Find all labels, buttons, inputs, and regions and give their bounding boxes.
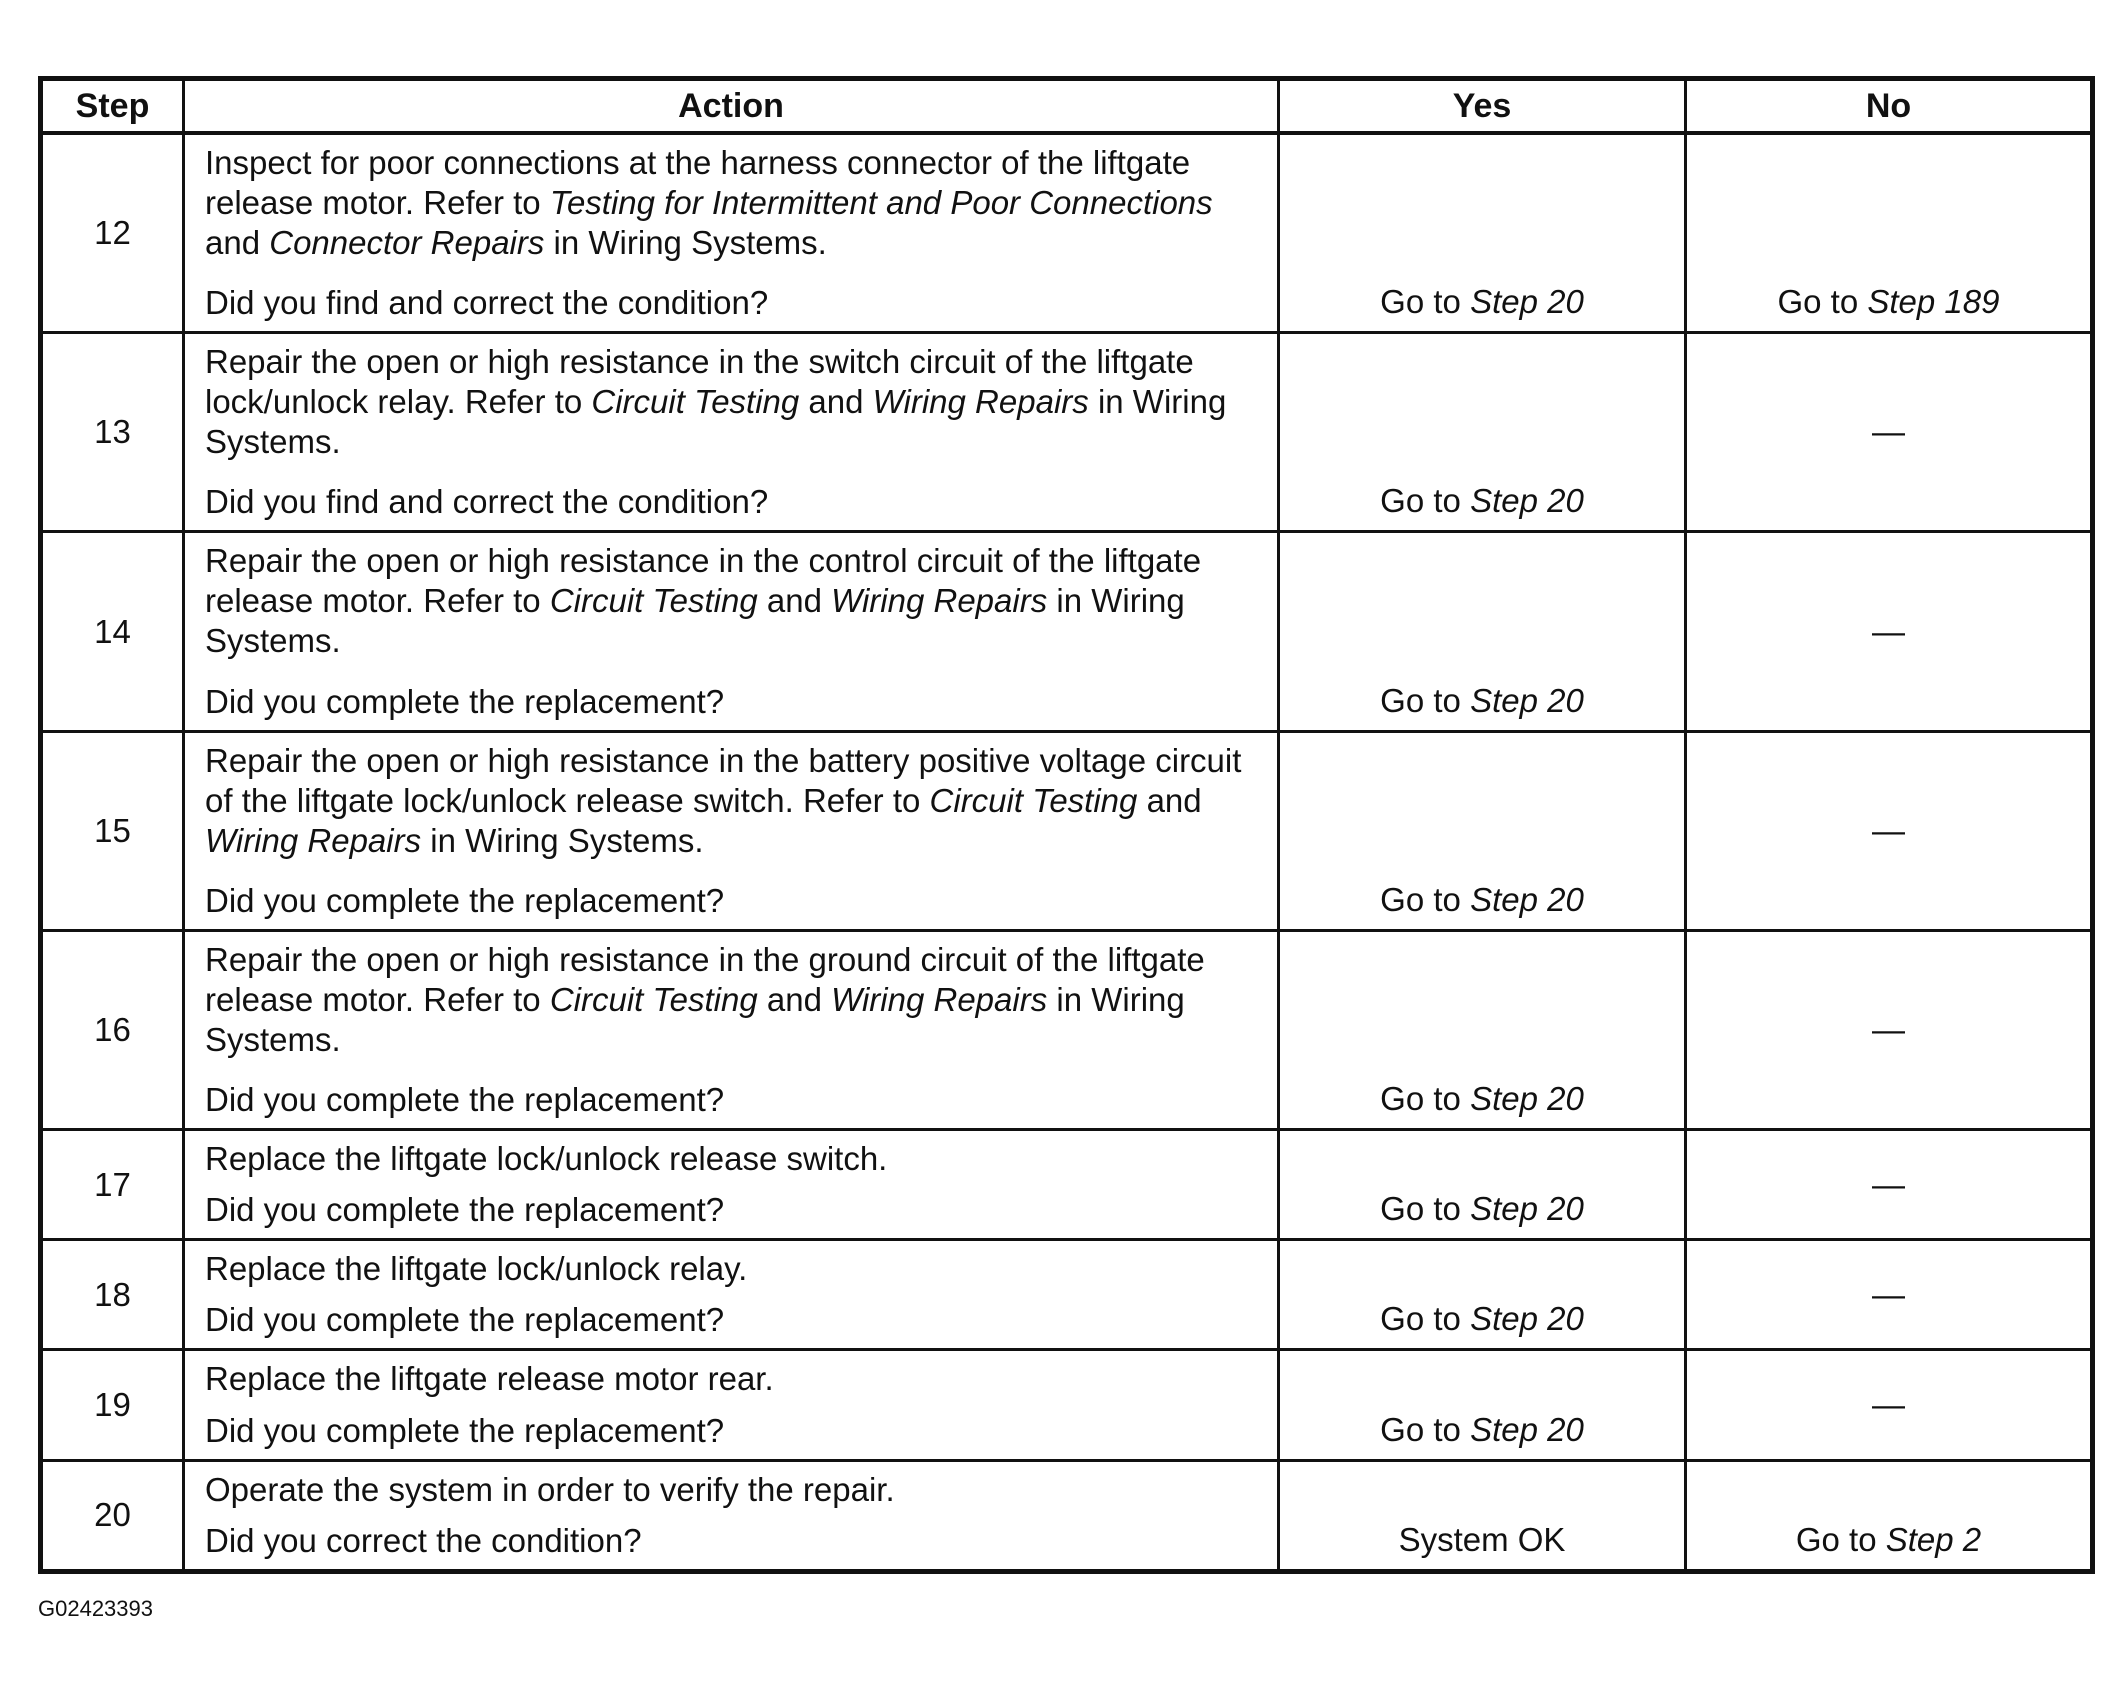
table-row bbox=[41, 1130, 2093, 1240]
instruction-italic-ref: Connector Repairs bbox=[269, 224, 545, 261]
no-text: — bbox=[1872, 1275, 1905, 1313]
header-no: No bbox=[1686, 79, 2093, 134]
yes-text: Go to bbox=[1380, 1190, 1471, 1228]
no-result bbox=[1686, 1130, 2093, 1240]
no-text: — bbox=[1872, 1386, 1905, 1424]
action-instruction bbox=[205, 1139, 1265, 1179]
action-instruction bbox=[205, 1249, 1265, 1289]
action-content bbox=[205, 533, 1265, 729]
action-question: Did you complete the replacement? bbox=[205, 1301, 725, 1339]
yes-italic-ref: Step 20 bbox=[1470, 880, 1584, 918]
action-content bbox=[205, 1351, 1265, 1458]
yes-result bbox=[1279, 1130, 1686, 1240]
instruction-italic-ref: Circuit Testing bbox=[549, 980, 758, 1018]
table-row bbox=[41, 1460, 2093, 1571]
no-result bbox=[1686, 1240, 2093, 1350]
no-text: — bbox=[1872, 413, 1905, 451]
yes-result bbox=[1279, 731, 1686, 930]
step-number: 17 bbox=[41, 1130, 184, 1240]
table-row bbox=[41, 532, 2093, 731]
instruction-text: in Wiring Systems. bbox=[205, 980, 1185, 1058]
no-result bbox=[1686, 532, 2093, 731]
action-content bbox=[205, 334, 1265, 530]
action-question: Did you complete the replacement? bbox=[205, 1411, 725, 1449]
instruction-text: and bbox=[1137, 781, 1202, 819]
no-text: — bbox=[1872, 612, 1905, 650]
action-cell bbox=[184, 133, 1279, 333]
action-instruction bbox=[205, 1470, 1265, 1510]
action-question: Did you complete the replacement? bbox=[205, 682, 725, 720]
action-instruction bbox=[205, 541, 1265, 661]
instruction-italic-ref: Wiring Repairs bbox=[872, 383, 1089, 421]
no-text: Go to bbox=[1795, 1521, 1886, 1558]
no-result bbox=[1686, 1350, 2093, 1460]
yes-text: Go to bbox=[1380, 1080, 1471, 1118]
action-question: Did you complete the replacement? bbox=[205, 881, 725, 919]
yes-result bbox=[1279, 930, 1686, 1129]
table-row bbox=[41, 1240, 2093, 1350]
action-content bbox=[205, 733, 1265, 929]
yes-italic-ref: Step 20 bbox=[1470, 1410, 1584, 1448]
yes-italic-ref: Step 20 bbox=[1470, 1190, 1584, 1228]
table-row bbox=[41, 930, 2093, 1129]
instruction-text: in Wiring Systems. bbox=[205, 383, 1227, 461]
instruction-italic-ref: Testing for Intermittent and Poor Connections bbox=[549, 184, 1213, 221]
instruction-text: Repair the open or high resistance in the battery positive voltage circuit of the liftgate lock/unlock release switch. Refer to bbox=[205, 741, 1242, 819]
step-number: 18 bbox=[41, 1240, 184, 1350]
instruction-text: Repair the open or high resistance in the control circuit of the liftgate release motor. Refer to bbox=[205, 542, 1202, 620]
yes-text: Go to bbox=[1380, 681, 1471, 719]
action-cell bbox=[184, 1350, 1279, 1460]
action-instruction bbox=[205, 143, 1265, 263]
action-content bbox=[205, 932, 1265, 1128]
instruction-italic-ref: Wiring Repairs bbox=[831, 980, 1048, 1018]
instruction-text: Repair the open or high resistance in the ground circuit of the liftgate release motor. Refer to bbox=[205, 940, 1205, 1018]
instruction-text: and bbox=[799, 383, 873, 421]
action-cell bbox=[184, 333, 1279, 532]
no-text: Go to bbox=[1777, 283, 1868, 321]
yes-text: System OK bbox=[1398, 1521, 1566, 1558]
no-result bbox=[1686, 1460, 2093, 1571]
yes-italic-ref: Step 20 bbox=[1470, 482, 1584, 520]
instruction-text: and bbox=[757, 980, 832, 1018]
action-question: Did you correct the condition? bbox=[205, 1522, 642, 1559]
action-cell bbox=[184, 930, 1279, 1129]
instruction-italic-ref: Circuit Testing bbox=[591, 383, 800, 421]
yes-result bbox=[1279, 133, 1686, 333]
figure-id: G02423393 bbox=[38, 1596, 153, 1621]
instruction-text: Repair the open or high resistance in the switch circuit of the liftgate lock/unlock relay. Refer to bbox=[205, 343, 1194, 421]
action-content bbox=[205, 1131, 1265, 1238]
action-cell bbox=[184, 1460, 1279, 1571]
yes-italic-ref: Step 20 bbox=[1470, 1300, 1584, 1338]
no-text: — bbox=[1872, 1011, 1905, 1049]
yes-result bbox=[1279, 1460, 1686, 1571]
yes-text: Go to bbox=[1380, 1300, 1471, 1338]
action-question: Did you find and correct the condition? bbox=[205, 483, 769, 521]
action-content bbox=[205, 1241, 1265, 1348]
diagnostic-table bbox=[38, 76, 2095, 1574]
yes-italic-ref: Step 20 bbox=[1470, 1080, 1584, 1118]
action-cell bbox=[184, 1240, 1279, 1350]
no-result bbox=[1686, 333, 2093, 532]
instruction-text: Replace the liftgate release motor rear. bbox=[205, 1360, 774, 1398]
no-result bbox=[1686, 930, 2093, 1129]
step-number: 15 bbox=[41, 731, 184, 930]
instruction-text: in Wiring Systems. bbox=[205, 582, 1185, 660]
action-question: Did you complete the replacement? bbox=[205, 1191, 725, 1229]
table-row bbox=[41, 133, 2093, 333]
step-number: 12 bbox=[41, 133, 184, 333]
yes-text: Go to bbox=[1380, 283, 1471, 321]
yes-result bbox=[1279, 1350, 1686, 1460]
table-row bbox=[41, 333, 2093, 532]
action-cell bbox=[184, 1130, 1279, 1240]
yes-text: Go to bbox=[1380, 1410, 1471, 1448]
instruction-text: Replace the liftgate lock/unlock relay. bbox=[205, 1250, 748, 1288]
step-number: 16 bbox=[41, 930, 184, 1129]
header-step: Step bbox=[41, 79, 184, 134]
no-italic-ref: Step 189 bbox=[1867, 283, 2000, 321]
action-content bbox=[205, 1462, 1265, 1569]
step-number: 20 bbox=[41, 1460, 184, 1571]
table-row bbox=[41, 1350, 2093, 1460]
yes-italic-ref: Step 20 bbox=[1470, 681, 1584, 719]
instruction-text: Operate the system in order to verify the repair. bbox=[205, 1470, 895, 1508]
table-row bbox=[41, 731, 2093, 930]
action-content bbox=[205, 135, 1265, 331]
header-yes: Yes bbox=[1279, 79, 1686, 134]
yes-italic-ref: Step 20 bbox=[1470, 283, 1584, 321]
step-number: 14 bbox=[41, 532, 184, 731]
header-action: Action bbox=[184, 79, 1279, 134]
action-instruction bbox=[205, 741, 1265, 861]
instruction-italic-ref: Circuit Testing bbox=[549, 582, 758, 620]
action-cell bbox=[184, 731, 1279, 930]
instruction-text: and bbox=[205, 224, 270, 261]
action-cell bbox=[184, 532, 1279, 731]
action-instruction bbox=[205, 342, 1265, 462]
instruction-text: Inspect for poor connections at the harness connector of the liftgate release motor. Refer to bbox=[205, 144, 1191, 221]
instruction-text: Replace the liftgate lock/unlock release switch. bbox=[205, 1140, 888, 1178]
instruction-italic-ref: Wiring Repairs bbox=[205, 821, 422, 859]
no-italic-ref: Step 2 bbox=[1885, 1521, 1982, 1558]
step-number: 19 bbox=[41, 1350, 184, 1460]
yes-text: Go to bbox=[1380, 482, 1471, 520]
action-instruction bbox=[205, 1359, 1265, 1399]
yes-text: Go to bbox=[1380, 880, 1471, 918]
action-question: Did you find and correct the condition? bbox=[205, 284, 769, 322]
no-result bbox=[1686, 133, 2093, 333]
instruction-text: in Wiring Systems. bbox=[421, 821, 704, 859]
yes-result bbox=[1279, 532, 1686, 731]
step-number: 13 bbox=[41, 333, 184, 532]
action-question: Did you complete the replacement? bbox=[205, 1081, 725, 1119]
action-instruction bbox=[205, 940, 1265, 1060]
table-body bbox=[41, 133, 2093, 1572]
no-result bbox=[1686, 731, 2093, 930]
yes-result bbox=[1279, 333, 1686, 532]
table-header-row bbox=[41, 79, 2093, 134]
instruction-text: and bbox=[757, 582, 832, 620]
instruction-text: in Wiring Systems. bbox=[544, 224, 827, 261]
instruction-italic-ref: Wiring Repairs bbox=[831, 582, 1048, 620]
instruction-italic-ref: Circuit Testing bbox=[929, 781, 1138, 819]
no-text: — bbox=[1872, 1165, 1905, 1203]
yes-result bbox=[1279, 1240, 1686, 1350]
no-text: — bbox=[1872, 811, 1905, 849]
